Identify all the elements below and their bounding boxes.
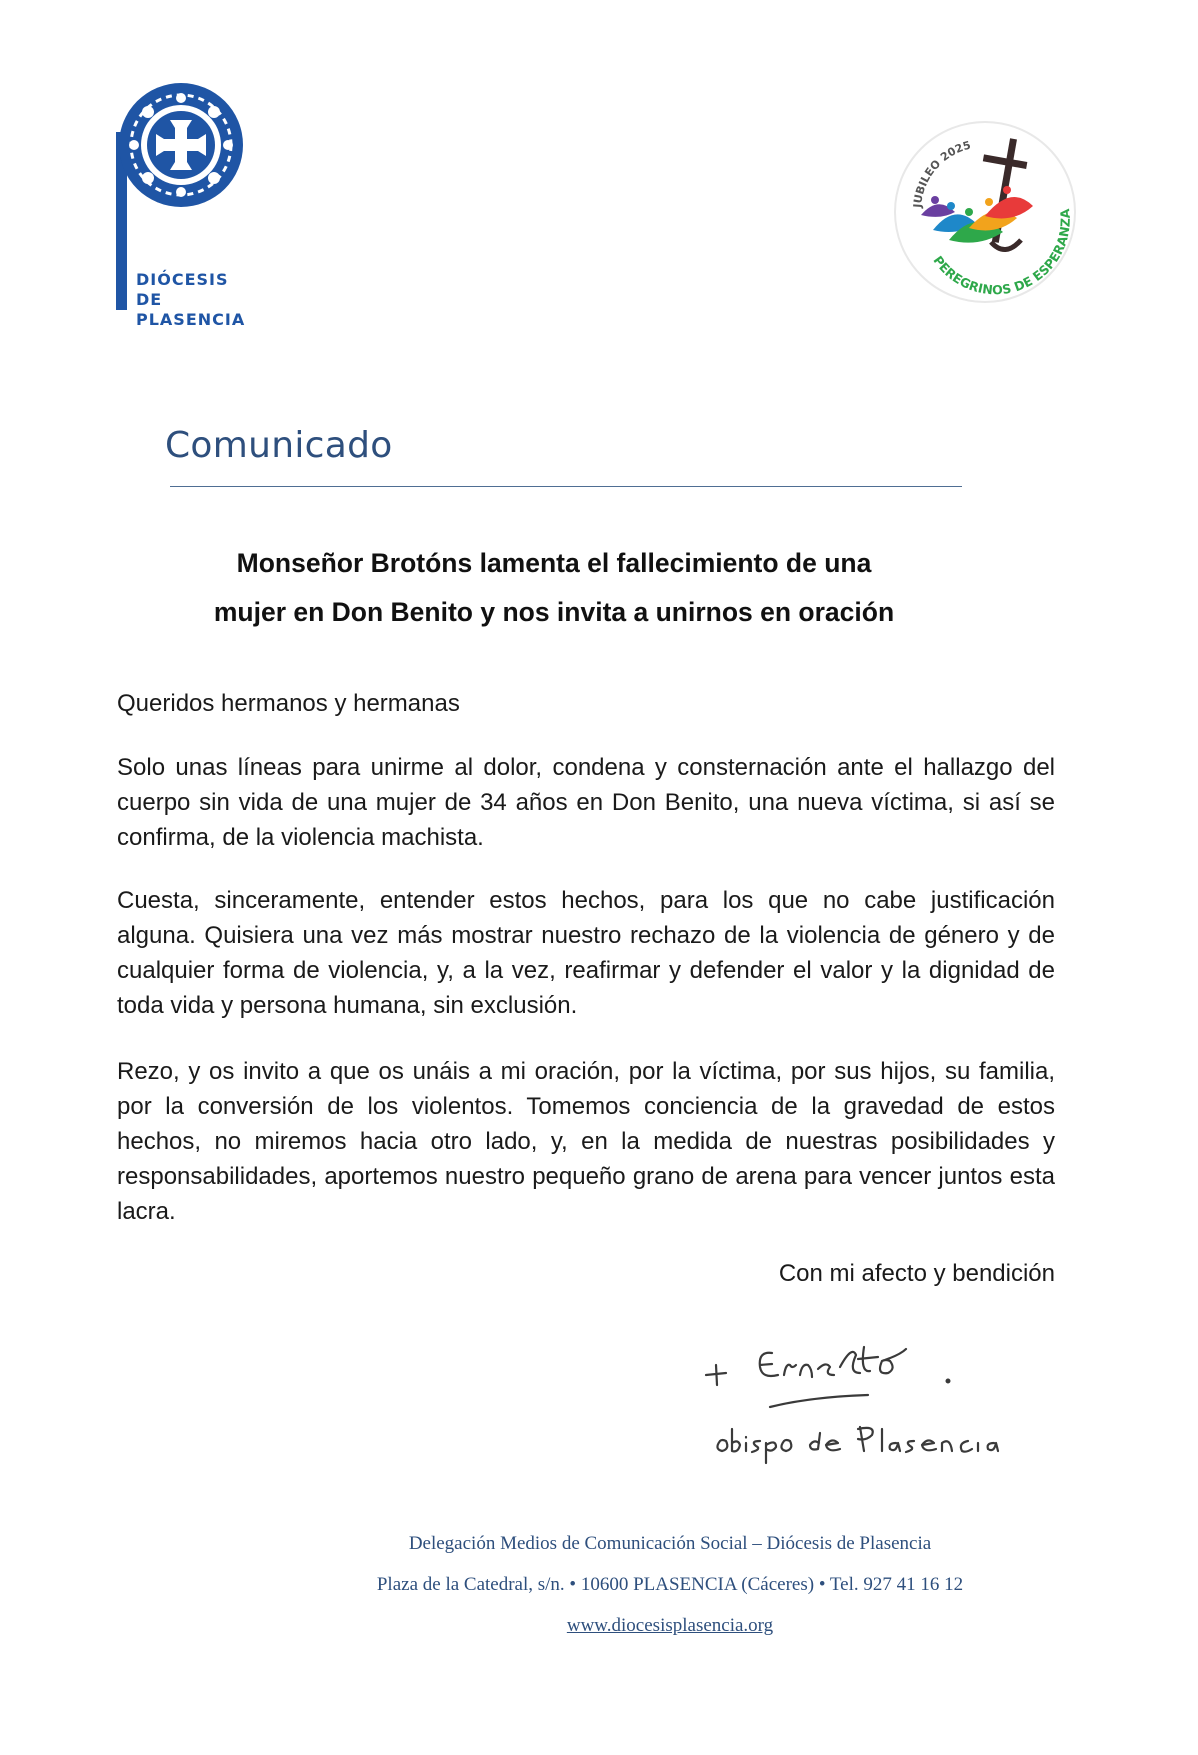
title-divider [170,486,962,487]
headline-line-2: mujer en Don Benito y nos invita a unirnos en oración [213,597,895,627]
jubilee-arc-top: JUBILEO 2025 [910,138,973,209]
section-title: Comunicado [165,425,393,466]
footer-website-link[interactable]: www.diocesisplasencia.org [566,1615,774,1636]
footer-organization: Delegación Medios de Comunicación Social – Diócesis de Plasencia [408,1533,932,1554]
closing: Con mi afecto y bendición [778,1260,1055,1287]
headline-line-1: Monseñor Brotóns lamenta el fallecimiento de una [236,548,872,578]
jubilee-arc-bottom: PEREGRINOS DE ESPERANZA [930,208,1073,298]
paragraph: Rezo, y os invito a que os unáis a mi oración, por la víctima, por sus hijos, su familia, por la conversión de los violentos. Tomemos conciencia de la gravedad de estos hechos, no miremos hacia otro lado, y, en la medida de nuestras posibilidades y responsabilidades, aportemos nuestro pequeño grano de arena para vencer juntos esta lacra. [117,1058,1055,1225]
salutation: Queridos hermanos y hermanas [117,690,460,717]
diocese-name-line2: PLASENCIA [136,310,246,329]
diocese-name [136,270,256,330]
diocese-logo [116,82,256,329]
paragraph: Solo unas líneas para unirme al dolor, condena y consternación ante el hallazgo del cuerpo sin vida de una mujer de 34 años en Don Benito, una nueva víctima, si así se confirma, de la violencia machista. [117,754,1055,851]
footer-address: Plaza de la Catedral, s/n. • 10600 PLASENCIA (Cáceres) • Tel. 927 41 16 12 [376,1574,964,1595]
paragraph: Cuesta, sinceramente, entender estos hechos, para los que no cabe justificación alguna. Quisiera una vez más mostrar nuestro rechazo de la violencia de género y de cualquier forma de violencia, y, a la vez, reafirmar y defender el valor y la dignidad de toda vida y persona humana, sin exclusión. [117,887,1055,1019]
diocese-name-line1: DIÓCESIS DE [136,270,229,309]
diocese-cross-icon [118,82,244,208]
handwritten-signature-icon [700,1325,1040,1485]
jubilee-pilgrims-icon [893,120,1078,305]
